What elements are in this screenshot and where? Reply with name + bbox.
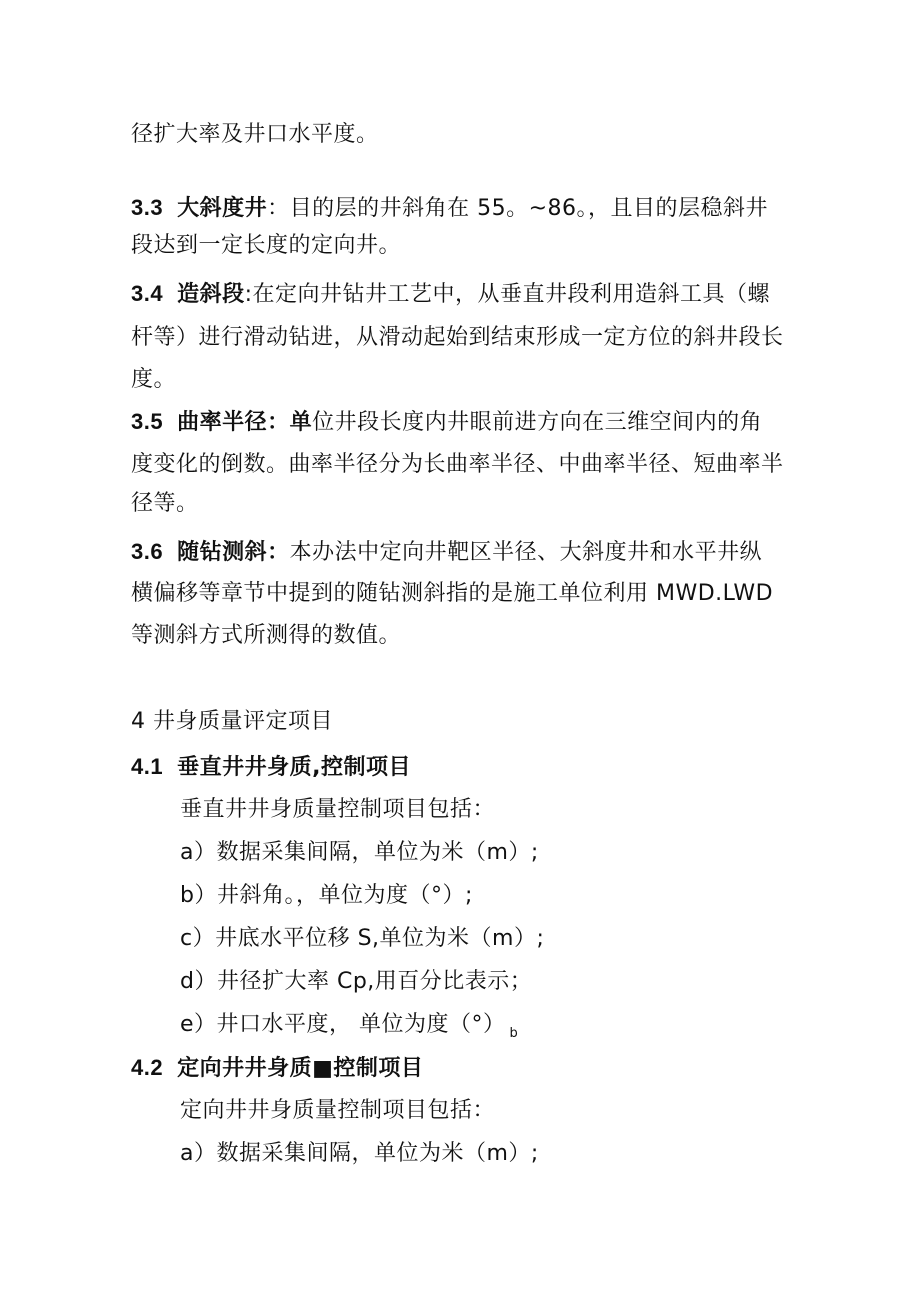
- list-item: [180, 1011, 518, 1048]
- definition-text: 位井段长度内井眼前进方向在三维空间内的角: [312, 410, 763, 435]
- section-3-6-line-3: [131, 622, 401, 650]
- list-item: [180, 839, 539, 867]
- term-heading: 随钻测斜：: [177, 540, 290, 565]
- list-item-text: a）数据采集间隔，单位为米（m）;: [180, 1141, 539, 1166]
- term-heading: 大斜度井: [177, 196, 268, 221]
- section-3-6-line-1: [131, 538, 762, 567]
- subscript-mark: b: [509, 1026, 519, 1041]
- section-3-3-line-1: [131, 194, 768, 223]
- list-item: [180, 925, 544, 953]
- section-number: 4.2: [131, 1055, 164, 1080]
- list-item-text: a）数据采集间隔，单位为米（m）;: [180, 840, 539, 865]
- section-4-1-heading: [131, 753, 411, 782]
- definition-text: 本办法中定向井靶区半径、大斜度井和水平井纵: [289, 540, 763, 565]
- term-heading: 造斜段: [177, 282, 245, 307]
- definition-text: :在定向井钻井工艺中，从垂直井段利用造斜工具（螺: [244, 282, 771, 307]
- term-heading: 曲率半径：单: [177, 410, 313, 435]
- section-3-6-line-2: [131, 580, 773, 608]
- list-item-text: c）井底水平位移 S,单位为米（m）;: [180, 926, 545, 951]
- section-title: 定向井井身质■控制项目: [177, 1056, 424, 1081]
- section-number: 3.5: [131, 409, 164, 434]
- section-3-4-line-1: [131, 280, 770, 309]
- section-3-5-line-1: [131, 408, 762, 437]
- section-4-2-intro: [180, 1097, 495, 1125]
- definition-text: 径等。: [131, 491, 199, 516]
- list-item-text: d）井径扩大率 Cp,用百分比表示；: [180, 969, 533, 994]
- section-number: 4.1: [131, 754, 164, 779]
- list-item-text: e）井口水平度， 单位为度（°）: [180, 1012, 506, 1037]
- definition-text: 横偏移等章节中提到的随钻测斜指的是施工单位利用 MWD.LWD: [131, 581, 774, 606]
- paragraph-text: 径扩大率及井口水平度。: [131, 122, 379, 147]
- list-item: [180, 968, 532, 996]
- definition-text: 等测斜方式所测得的数值。: [131, 623, 402, 648]
- definition-text: 度。: [131, 367, 177, 392]
- section-title: 垂直井井身质,控制项目: [177, 755, 411, 780]
- list-item-text: b）井斜角。，单位为度（°）;: [180, 883, 473, 908]
- section-3-4-line-2: [131, 324, 784, 352]
- section-3-4-line-3: [131, 366, 176, 394]
- section-number: 3.3: [131, 195, 164, 220]
- definition-text: ：目的层的井斜角在 55。~86。，且目的层稳斜井: [267, 196, 769, 221]
- section-number: 3.4: [131, 281, 164, 306]
- section-3-3-line-2: [131, 232, 401, 260]
- section-3-5-line-3: [131, 490, 199, 518]
- chapter-4-heading: [131, 708, 333, 736]
- intro-text: 垂直井井身质量控制项目包括：: [180, 797, 496, 822]
- chapter-title: 4 井身质量评定项目: [131, 709, 333, 734]
- section-4-1-intro: [180, 796, 495, 824]
- section-3-5-line-2: [131, 451, 784, 479]
- section-number: 3.6: [131, 539, 164, 564]
- definition-text: 段达到一定长度的定向井。: [131, 233, 402, 258]
- definition-text: 度变化的倒数。曲率半径分为长曲率半径、中曲率半径、短曲率半: [131, 452, 784, 477]
- definition-text: 杆等）进行滑动钻进，从滑动起始到结束形成一定方位的斜井段长: [131, 325, 784, 350]
- list-item: [180, 1140, 539, 1168]
- intro-text: 定向井井身质量控制项目包括：: [180, 1098, 496, 1123]
- list-item: [180, 882, 473, 910]
- section-4-2-heading: [131, 1054, 423, 1083]
- paragraph-continuation: [131, 121, 379, 149]
